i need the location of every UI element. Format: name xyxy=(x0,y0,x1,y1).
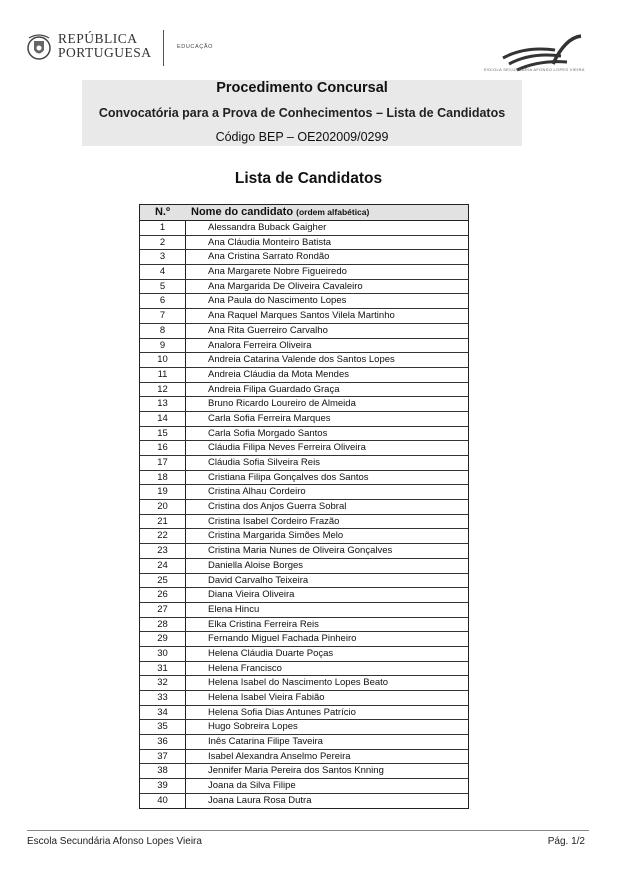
candidate-number: 8 xyxy=(159,324,166,336)
footer-school: Escola Secundária Afonso Lopes Vieira xyxy=(27,836,202,847)
candidate-number: 25 xyxy=(157,574,168,586)
table-row xyxy=(140,250,468,265)
table-header xyxy=(140,205,468,221)
table-row xyxy=(140,221,468,236)
candidate-name: Isabel Alexandra Anselmo Pereira xyxy=(208,750,351,762)
table-row xyxy=(140,471,468,486)
table-row xyxy=(140,735,468,750)
table-row xyxy=(140,383,468,398)
candidate-number: 4 xyxy=(159,266,166,278)
candidate-name: Cristiana Filipa Gonçalves dos Santos xyxy=(208,471,369,483)
gov-name-line1: REPÚBLICA xyxy=(58,31,138,46)
table-row xyxy=(140,397,468,412)
header-name-label: Nome do candidato xyxy=(191,206,294,218)
candidate-name: Hugo Sobreira Lopes xyxy=(208,721,298,733)
table-row xyxy=(140,794,468,809)
table-row xyxy=(140,412,468,427)
page-header xyxy=(0,0,617,78)
candidate-number: 24 xyxy=(157,559,168,571)
table-row xyxy=(140,764,468,779)
table-row xyxy=(140,750,468,765)
republica-portuguesa-logo xyxy=(25,30,155,66)
table-row xyxy=(140,559,468,574)
candidate-name: Helena Isabel Vieira Fabião xyxy=(208,692,325,703)
candidate-name: Helena Cláudia Duarte Poças xyxy=(208,647,334,659)
table-row xyxy=(140,588,468,603)
candidate-name: Cristina Isabel Cordeiro Frazão xyxy=(208,515,340,527)
candidate-number: 21 xyxy=(157,515,168,527)
table-row xyxy=(140,309,468,324)
candidate-number: 29 xyxy=(157,633,168,645)
candidate-number: 31 xyxy=(157,662,168,674)
candidate-name: Helena Sofia Dias Antunes Patrício xyxy=(208,706,356,718)
page-number: Pág. 1/2 xyxy=(547,836,585,847)
candidate-name: Andreia Cláudia da Mota Mendes xyxy=(208,368,350,380)
candidate-number: 37 xyxy=(157,750,168,762)
candidate-number: 15 xyxy=(157,427,168,439)
candidate-number: 13 xyxy=(157,398,168,410)
candidate-name: Carla Sofia Ferreira Marques xyxy=(208,412,331,424)
footer-rule xyxy=(27,830,589,831)
candidate-name: Joana Laura Rosa Dutra xyxy=(208,794,312,806)
candidate-name: Ana Margarete Nobre Figueiredo xyxy=(208,266,347,278)
candidate-number: 40 xyxy=(157,794,168,806)
table-row xyxy=(140,280,468,295)
candidate-name: Ana Margarida De Oliveira Cavaleiro xyxy=(208,280,363,292)
table-row xyxy=(140,632,468,647)
candidate-number: 27 xyxy=(157,603,168,615)
candidate-number: 19 xyxy=(157,486,168,498)
coat-of-arms-icon xyxy=(25,30,53,66)
table-row xyxy=(140,339,468,354)
candidate-name: Analora Ferreira Oliveira xyxy=(208,339,312,351)
candidate-number: 2 xyxy=(159,236,166,248)
candidate-number: 10 xyxy=(157,354,168,366)
candidate-number: 28 xyxy=(157,618,168,630)
candidate-number: 33 xyxy=(157,692,168,703)
candidate-number: 5 xyxy=(159,280,166,292)
candidate-name: Joana da Silva Filipe xyxy=(208,780,296,792)
candidate-number: 35 xyxy=(157,721,168,733)
candidate-name: Andreia Catarina Valende dos Santos Lopes xyxy=(208,354,395,366)
bep-code: Código BEP – OE202009/0299 xyxy=(215,130,389,144)
candidate-number: 38 xyxy=(157,765,168,777)
table-row xyxy=(140,324,468,339)
candidate-name: Ana Rita Guerreiro Carvalho xyxy=(208,324,328,336)
table-row xyxy=(140,368,468,383)
table-row xyxy=(140,574,468,589)
table-row xyxy=(140,485,468,500)
table-row xyxy=(140,529,468,544)
candidate-number: 22 xyxy=(157,530,168,542)
candidate-number: 39 xyxy=(157,780,168,792)
candidate-name: Jennifer Maria Pereira dos Santos Knning xyxy=(208,765,384,777)
candidate-number: 6 xyxy=(159,295,166,307)
header-number: N.º xyxy=(154,206,171,218)
procedure-title: Procedimento Concursal xyxy=(216,80,388,96)
candidate-name: Bruno Ricardo Loureiro de Almeida xyxy=(208,398,356,410)
table-row xyxy=(140,603,468,618)
table-row xyxy=(140,720,468,735)
candidate-name: Diana Vieira Oliveira xyxy=(208,589,295,601)
candidate-number: 36 xyxy=(157,736,168,748)
candidate-name: Helena Isabel do Nascimento Lopes Beato xyxy=(208,677,389,689)
candidate-name: Cristina Margarida Simões Melo xyxy=(208,530,344,542)
candidate-number: 23 xyxy=(157,545,168,557)
candidate-number: 34 xyxy=(157,706,168,718)
table-row xyxy=(140,544,468,559)
table-row xyxy=(140,779,468,794)
candidate-name: Cristina dos Anjos Guerra Sobral xyxy=(208,501,347,513)
header-name xyxy=(191,206,369,218)
convocation-subtitle: Convocatória para a Prova de Conhecimentos – Lista de Candidatos xyxy=(98,106,506,120)
candidate-number: 26 xyxy=(157,589,168,601)
list-title: Lista de Candidatos xyxy=(234,170,383,187)
candidate-number: 3 xyxy=(159,251,166,263)
candidate-number: 11 xyxy=(157,368,168,380)
candidate-number: 20 xyxy=(157,501,168,513)
table-row xyxy=(140,500,468,515)
gov-name xyxy=(58,32,151,60)
candidate-name: Fernando Miguel Fachada Pinheiro xyxy=(208,633,357,645)
candidate-name: Inês Catarina Filipe Taveira xyxy=(208,736,323,748)
gov-name-line2: PORTUGUESA xyxy=(58,45,152,60)
title-banner xyxy=(82,80,522,146)
table-row xyxy=(140,294,468,309)
candidate-name: Daniella Aloise Borges xyxy=(208,559,304,571)
candidate-name: Ana Cristina Sarrato Rondão xyxy=(208,251,330,263)
candidate-name: David Carvalho Teixeira xyxy=(208,574,309,586)
candidate-name: Ana Paula do Nascimento Lopes xyxy=(208,295,347,307)
candidate-number: 32 xyxy=(157,677,168,689)
candidate-name: Alessandra Buback Gaigher xyxy=(208,222,327,233)
candidate-name: Cristina Alhau Cordeiro xyxy=(208,486,306,498)
header-divider xyxy=(163,30,164,66)
ministry-label: EDUCAÇÃO xyxy=(177,44,213,50)
candidate-name: Helena Francisco xyxy=(208,662,282,674)
candidates-table xyxy=(139,204,469,809)
candidate-number: 7 xyxy=(159,310,166,322)
table-row xyxy=(140,691,468,706)
candidate-name: Elena Hincu xyxy=(208,603,260,615)
candidate-name: Carla Sofia Morgado Santos xyxy=(208,427,328,439)
table-row xyxy=(140,265,468,280)
table-row xyxy=(140,662,468,677)
school-tagline: ESCOLA SECUNDÁRIA AFONSO LOPES VIEIRA xyxy=(484,67,585,72)
table-row xyxy=(140,647,468,662)
candidate-number: 17 xyxy=(157,457,168,468)
table-body xyxy=(140,221,468,809)
table-row xyxy=(140,676,468,691)
table-row xyxy=(140,441,468,456)
candidate-name: Andreia Filipa Guardado Graça xyxy=(208,383,340,395)
candidate-number: 30 xyxy=(157,647,168,659)
table-row xyxy=(140,353,468,368)
table-row xyxy=(140,456,468,471)
candidate-name: Cristina Maria Nunes de Oliveira Gonçalves xyxy=(208,545,393,557)
table-row xyxy=(140,427,468,442)
candidate-name: Cláudia Filipa Neves Ferreira Oliveira xyxy=(208,442,366,454)
table-row xyxy=(140,706,468,721)
candidate-name: Cláudia Sofia Silveira Reis xyxy=(208,457,320,468)
candidate-number: 9 xyxy=(159,339,166,351)
candidate-name: Elka Cristina Ferreira Reis xyxy=(208,618,319,630)
candidate-number: 16 xyxy=(157,442,168,454)
header-name-note: (ordem alfabética) xyxy=(296,207,370,217)
candidate-number: 18 xyxy=(157,471,168,483)
candidate-name: Ana Cláudia Monteiro Batista xyxy=(208,236,332,248)
table-row xyxy=(140,236,468,251)
candidate-name: Ana Raquel Marques Santos Vilela Martinho xyxy=(208,310,395,322)
candidate-number: 1 xyxy=(159,222,166,233)
candidate-number: 12 xyxy=(157,383,168,395)
candidate-number: 14 xyxy=(157,412,168,424)
table-row xyxy=(140,515,468,530)
table-row xyxy=(140,618,468,633)
